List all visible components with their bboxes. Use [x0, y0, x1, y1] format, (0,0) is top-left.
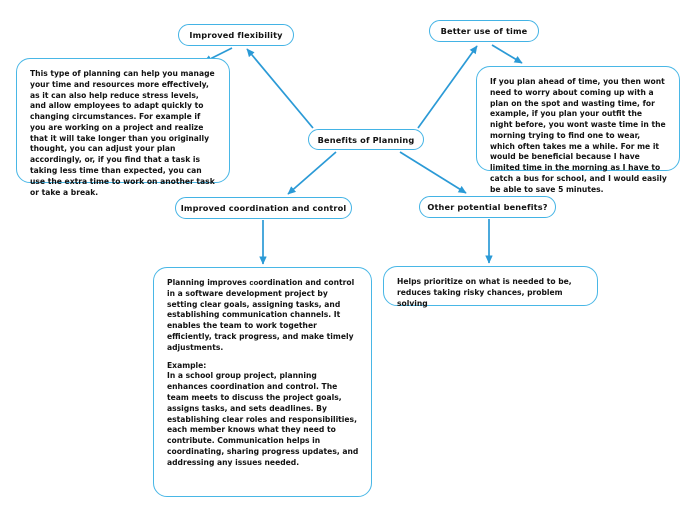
- note-example-heading: Example:: [167, 360, 207, 370]
- node-label: Benefits of Planning: [317, 134, 415, 145]
- note-lead-before: Planning improves: [167, 278, 250, 287]
- node-other-potential-benefits[interactable]: [419, 196, 556, 218]
- note-paragraph: Helps prioritize on what is needed to be, reduces taking risky chances, problem solving: [397, 277, 572, 308]
- connector-center-to-coordination: [288, 152, 336, 194]
- note-paragraph-lead: [167, 278, 359, 353]
- connector-center-to-better-time: [418, 46, 477, 128]
- node-improved-coordination-and-control[interactable]: [175, 197, 352, 219]
- note-improved-flexibility[interactable]: [16, 58, 230, 197]
- connector-center-to-other-benefits: [400, 152, 466, 193]
- node-label: Other potential benefits?: [427, 202, 548, 212]
- node-label: Improved coordination and control: [180, 203, 347, 213]
- note-lead-after: ordination and control in a software development project by setting clear goals, assigning tasks, and establishing communication channels. It enables the team to work together efficiently, track progress, and make timely adjustments.: [167, 278, 355, 352]
- connector-center-to-flexibility: [247, 49, 313, 128]
- note-paragraph: If you plan ahead of time, you then wont need to worry about coming up with a plan on the spot and wasting time, for example, if you plan your outfit the night before, you wont waste time in the morning trying to find one to wear, which often takes me a while. For me it would be beneficial because I have limited time in the morning as I have to catch a bus for school, and I would easily be able to save 5 minutes.: [490, 77, 667, 194]
- note-other-potential-benefits[interactable]: [383, 266, 598, 306]
- note-paragraph: This type of planning can help you manage your time and resources more effectively, as it can also help reduce stress levels, and allow employees to adapt quickly to changing circumstances. For example if you are working on a project and realize that it will take longer than you originally thought, you can adjust your plan accordingly, or, if you find that a task is taking less time than expected, you can use the extra time to work on another task or take a break.: [30, 69, 215, 197]
- node-label: Better use of time: [440, 26, 528, 36]
- note-example-body: In a school group project, planning enhances coordination and control. The team meets to discuss the project goals, assigns tasks, and sets deadlines. By establishing clear roles and responsibilities, each member knows what they need to contribute. Communication helps in coordinating, sharing progress updates, and addressing any issues needed.: [167, 371, 359, 467]
- node-better-use-of-time[interactable]: [429, 20, 539, 42]
- note-better-use-of-time[interactable]: [476, 66, 680, 194]
- note-improved-coordination-and-control[interactable]: [153, 267, 372, 497]
- note-lead-pasted: co: [249, 278, 259, 287]
- node-benefits-of-planning[interactable]: [308, 129, 424, 150]
- node-improved-flexibility[interactable]: [178, 24, 294, 46]
- node-label: Improved flexibility: [189, 30, 283, 40]
- connector-better-time-to-note: [492, 45, 522, 63]
